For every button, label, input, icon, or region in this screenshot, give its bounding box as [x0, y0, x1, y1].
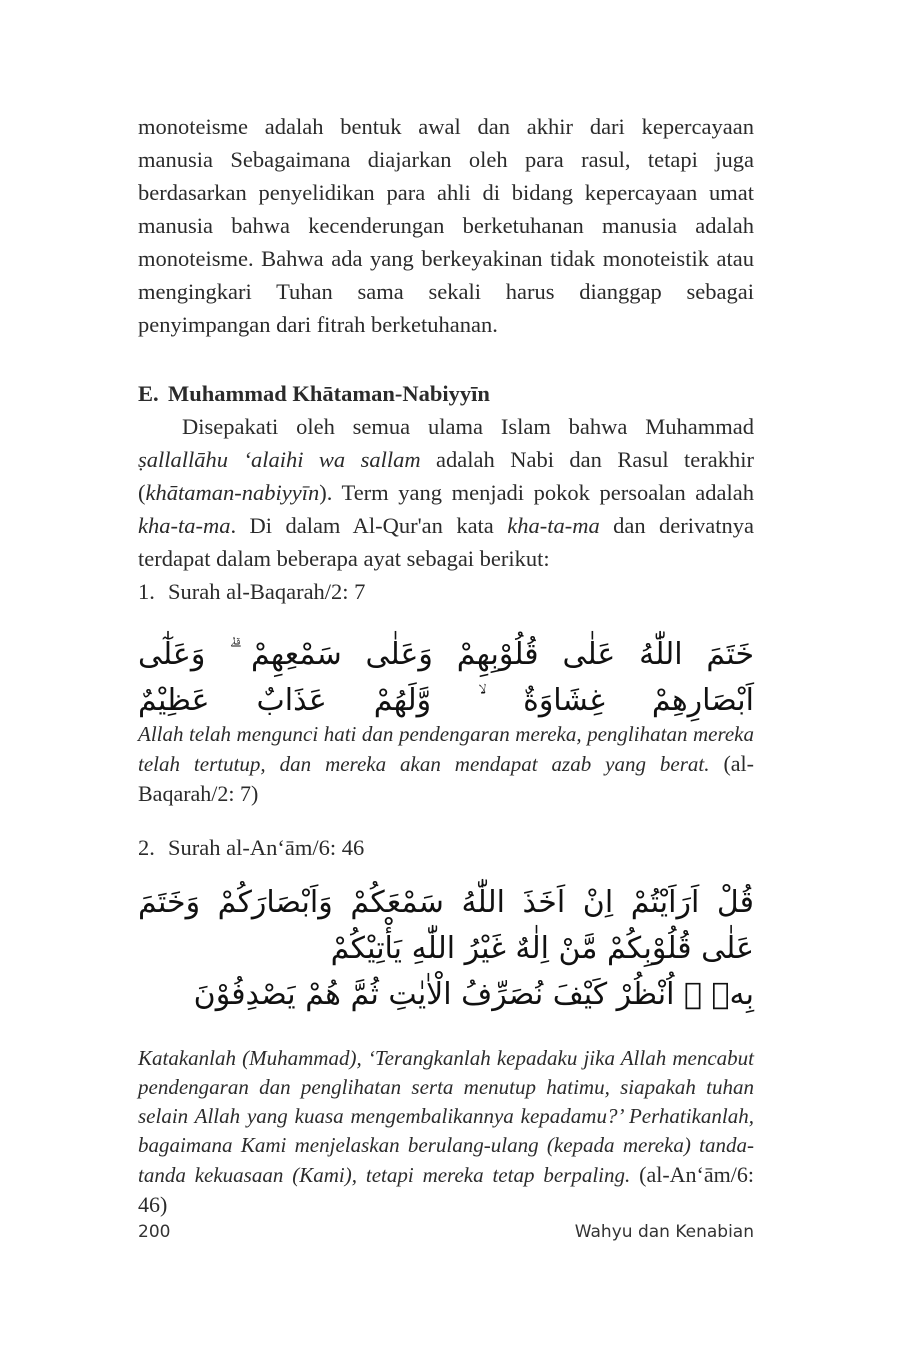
verse-translation-2 — [138, 1044, 754, 1220]
page-number: 200 — [138, 1222, 171, 1242]
section-heading — [138, 377, 754, 410]
text-run: ). Term yang menjadi pokok persoalan adalah — [319, 480, 754, 505]
verse-reference: (al-An‘ām/6: 46) — [138, 1162, 754, 1217]
book-title: Wahyu dan Kenabian — [574, 1222, 754, 1242]
section-title: Muhammad Khātaman-Nabiyyīn — [168, 381, 490, 406]
verse-reference: (al-Baqarah/2: 7) — [138, 751, 754, 806]
arabic-verse-2 — [138, 880, 754, 1018]
list-number: 1. — [138, 579, 155, 604]
text-run: Disepakati oleh semua ulama Islam bahwa Muhammad — [182, 414, 754, 439]
text-run: . Di dalam Al-Qur'an kata — [230, 513, 508, 538]
verse-list-item-2 — [138, 831, 754, 864]
intro-paragraph: monoteisme adalah bentuk awal dan akhir dari kepercayaan manusia Sebagaimana diajarkan oleh para rasul, tetapi juga berdasarkan penyelidikan para ahli di bidang kepercayaan umat manusia bahwa kecenderungan berketuhanan manusia adalah monoteisme. Bahwa ada yang berkeyakinan tidak monoteistik atau mengingkari Tuhan sama sekali harus dianggap sebagai penyimpangan dari fitrah berketuhanan. — [138, 114, 754, 337]
verse-translation-1 — [138, 720, 754, 809]
page-body — [138, 110, 754, 1220]
translation-text: Katakanlah (Muhammad), ‘Terangkanlah kepadaku jika Allah mencabut pendengaran dan penglihatan serta menutup hatimu, siapakah tuhan selain Allah yang kuasa mengembalikannya kepadamu?’ Perhatikanlah, bagaimana Kami menjelaskan berulang-ulang (kepada mereka) tanda-tanda kekuasaan (Kami), tetapi mereka tetap berpaling. — [138, 1046, 754, 1187]
arabic-line: قُلْ اَرَاَيْتُمْ اِنْ اَخَذَ اللّٰهُ سَمْعَكُمْ وَاَبْصَارَكُمْ وَخَتَمَ عَلٰى قُلُوْبِكُمْ مَّنْ اِلٰهٌ غَيْرُ اللّٰهِ يَأْتِيْكُمْ — [138, 885, 754, 966]
verse-label: Surah al-An‘ām/6: 46 — [168, 835, 365, 860]
italic-term: ṣallallāhu ‘alaihi wa sallam — [138, 447, 421, 472]
list-number: 2. — [138, 835, 155, 860]
section-number: E. — [138, 381, 159, 406]
translation-text: Allah telah mengunci hati dan pendengaran mereka, penglihatan mereka telah tertutup, dan mereka akan mendapat azab yang berat. — [138, 722, 754, 776]
body-paragraph — [138, 410, 754, 575]
text-run: dan derivatnya terdapat dalam beberapa ayat sebagai berikut: — [138, 513, 754, 571]
italic-term: kha-ta-ma — [138, 513, 231, 538]
italic-term: kha-ta-ma — [507, 513, 600, 538]
verse-label: Surah al-Baqarah/2: 7 — [168, 579, 366, 604]
italic-term: khātaman-nabiyyīn — [145, 480, 320, 505]
text-run: adalah Nabi dan Rasul terakhir ( — [138, 447, 754, 505]
arabic-verse-1: خَتَمَ اللّٰهُ عَلٰى قُلُوْبِهِمْ وَعَلٰى سَمْعِهِمْ ۗ وَعَلٰٓى اَبْصَارِهِمْ غِشَاوَةٌ ۙ وَّلَهُمْ عَذَابٌ عَظِيْمٌ — [138, 637, 754, 718]
arabic-line: بِهٖ ۗ اُنْظُرْ كَيْفَ نُصَرِّفُ الْاٰيٰتِ ثُمَّ هُمْ يَصْدِفُوْنَ — [193, 977, 754, 1012]
verse-list-item-1 — [138, 575, 754, 608]
